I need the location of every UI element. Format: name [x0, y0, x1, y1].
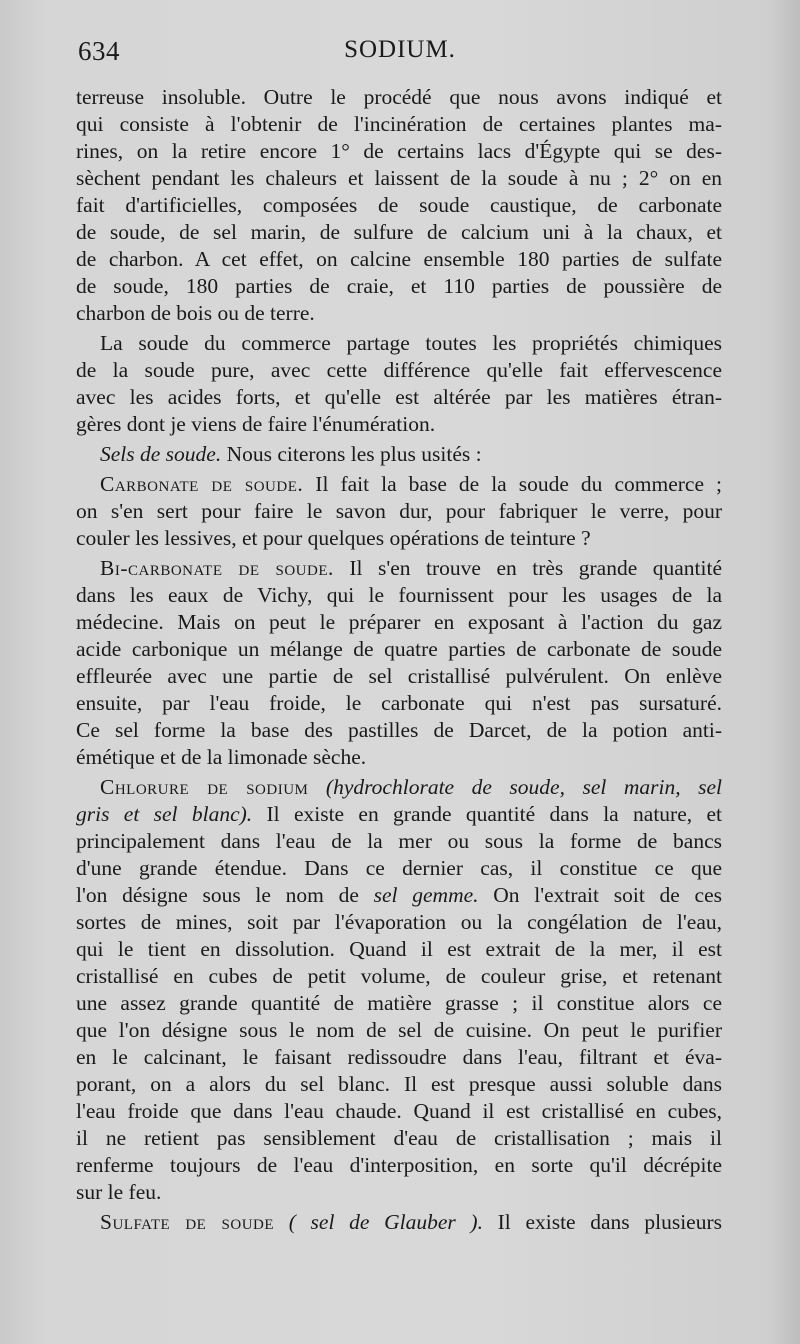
text-line: gris et sel blanc). Il existe en grande quantité dans la nature, et	[76, 802, 722, 826]
paragraph	[76, 555, 722, 771]
text-line: sèchent pendant les chaleurs et laissent de la soude à nu ; 2° on en	[76, 166, 722, 190]
text-line: qui consiste à l'obtenir de l'incinération de certaines plantes ma-	[76, 112, 722, 136]
text-line: avec les acides forts, et qu'elle est altérée par les matières étran-	[76, 385, 722, 409]
section-heading: Carbonate de soude.	[100, 472, 304, 496]
text-line: en le calcinant, le faisant redissoudre dans l'eau, filtrant et éva-	[76, 1045, 722, 1069]
text-line: on s'en sert pour faire le savon dur, pour fabriquer le verre, pour	[76, 499, 722, 523]
text-line: Sels de soude. Nous citerons les plus usités :	[100, 442, 482, 466]
running-title: SODIUM.	[344, 36, 456, 63]
paragraph	[76, 471, 722, 552]
section-heading: Bi-carbonate de soude.	[100, 556, 334, 580]
text-line: de soude, de sel marin, de sulfure de calcium uni à la chaux, et	[76, 220, 722, 244]
text-line: médecine. Mais on peut le préparer en exposant à l'action du gaz	[76, 610, 722, 634]
paragraph	[76, 330, 722, 438]
text-line: de soude, 180 parties de craie, et 110 parties de poussière de	[76, 274, 722, 298]
italic-heading: Sels de soude.	[100, 442, 222, 466]
text-line: dans les eaux de Vichy, qui le fournissent pour les usages de la	[76, 583, 722, 607]
text-line: il ne retient pas sensiblement d'eau de cristallisation ; mais il	[76, 1126, 722, 1150]
text-line: Ce sel forme la base des pastilles de Darcet, de la potion anti-	[76, 718, 722, 742]
paragraph	[76, 441, 722, 468]
text-line: porant, on a alors du sel blanc. Il est presque aussi soluble dans	[76, 1072, 722, 1096]
page-number: 634	[78, 36, 120, 66]
section-heading: Sulfate de soude	[100, 1210, 275, 1234]
text-line: une assez grande quantité de matière grasse ; il constitue alors ce	[76, 991, 722, 1015]
text-line: qui le tient en dissolution. Quand il est extrait de la mer, il est	[76, 937, 722, 961]
text-line: l'eau froide que dans l'eau chaude. Quand il est cristallisé en cubes,	[76, 1099, 722, 1123]
paragraph	[76, 84, 722, 327]
text-line: cristallisé en cubes de petit volume, de couleur grise, et retenant	[76, 964, 722, 988]
text-line: fait d'artificielles, composées de soude caustique, de carbonate	[76, 193, 722, 217]
text-line: principalement dans l'eau de la mer ou sous la forme de bancs	[76, 829, 722, 853]
text-line: Chlorure de sodium (hydrochlorate de soude, sel marin, sel	[100, 775, 723, 799]
body-text	[76, 84, 722, 1236]
text-line: renferme toujours de l'eau d'interposition, en sorte qu'il décrépite	[76, 1153, 722, 1177]
text-line: Sulfate de soude ( sel de Glauber ). Il existe dans plusieurs	[100, 1210, 722, 1234]
text-line: Carbonate de soude. Il fait la base de la soude du commerce ;	[100, 472, 722, 496]
text-line: sur le feu.	[76, 1180, 162, 1204]
text-line: Bi-carbonate de soude. Il s'en trouve en très grande quantité	[100, 556, 723, 580]
text-line: gères dont je viens de faire l'énumération.	[76, 412, 436, 436]
text-line: que l'on désigne sous le nom de sel de cuisine. On peut le purifier	[76, 1018, 722, 1042]
text-line: ensuite, par l'eau froide, le carbonate qui n'est pas sursaturé.	[76, 691, 722, 715]
text-line: terreuse insoluble. Outre le procédé que nous avons indiqué et	[76, 85, 722, 109]
text-line: de charbon. A cet effet, on calcine ensemble 180 parties de sulfate	[76, 247, 722, 271]
text-line: l'on désigne sous le nom de sel gemme. On l'extrait soit de ces	[76, 883, 722, 907]
text-line: de la soude pure, avec cette différence qu'elle fait effervescence	[76, 358, 722, 382]
paragraph	[76, 1209, 722, 1236]
section-heading: Chlorure de sodium	[100, 775, 309, 799]
text-line: charbon de bois ou de terre.	[76, 301, 315, 325]
page-header	[78, 36, 722, 76]
text-line: d'une grande étendue. Dans ce dernier cas, il constitue ce que	[76, 856, 722, 880]
text-line: couler les lessives, et pour quelques opérations de teinture ?	[76, 526, 591, 550]
text-line: acide carbonique un mélange de quatre parties de carbonate de soude	[76, 637, 722, 661]
paragraph	[76, 774, 722, 1206]
text-line: effleurée avec une partie de sel cristallisé pulvérulent. On enlève	[76, 664, 722, 688]
text-line: émétique et de la limonade sèche.	[76, 745, 367, 769]
text-line: rines, on la retire encore 1° de certains lacs d'Égypte qui se des-	[76, 139, 722, 163]
text-line: La soude du commerce partage toutes les propriétés chimiques	[100, 331, 722, 355]
text-line: sortes de mines, soit par l'évaporation ou la congélation de l'eau,	[76, 910, 722, 934]
